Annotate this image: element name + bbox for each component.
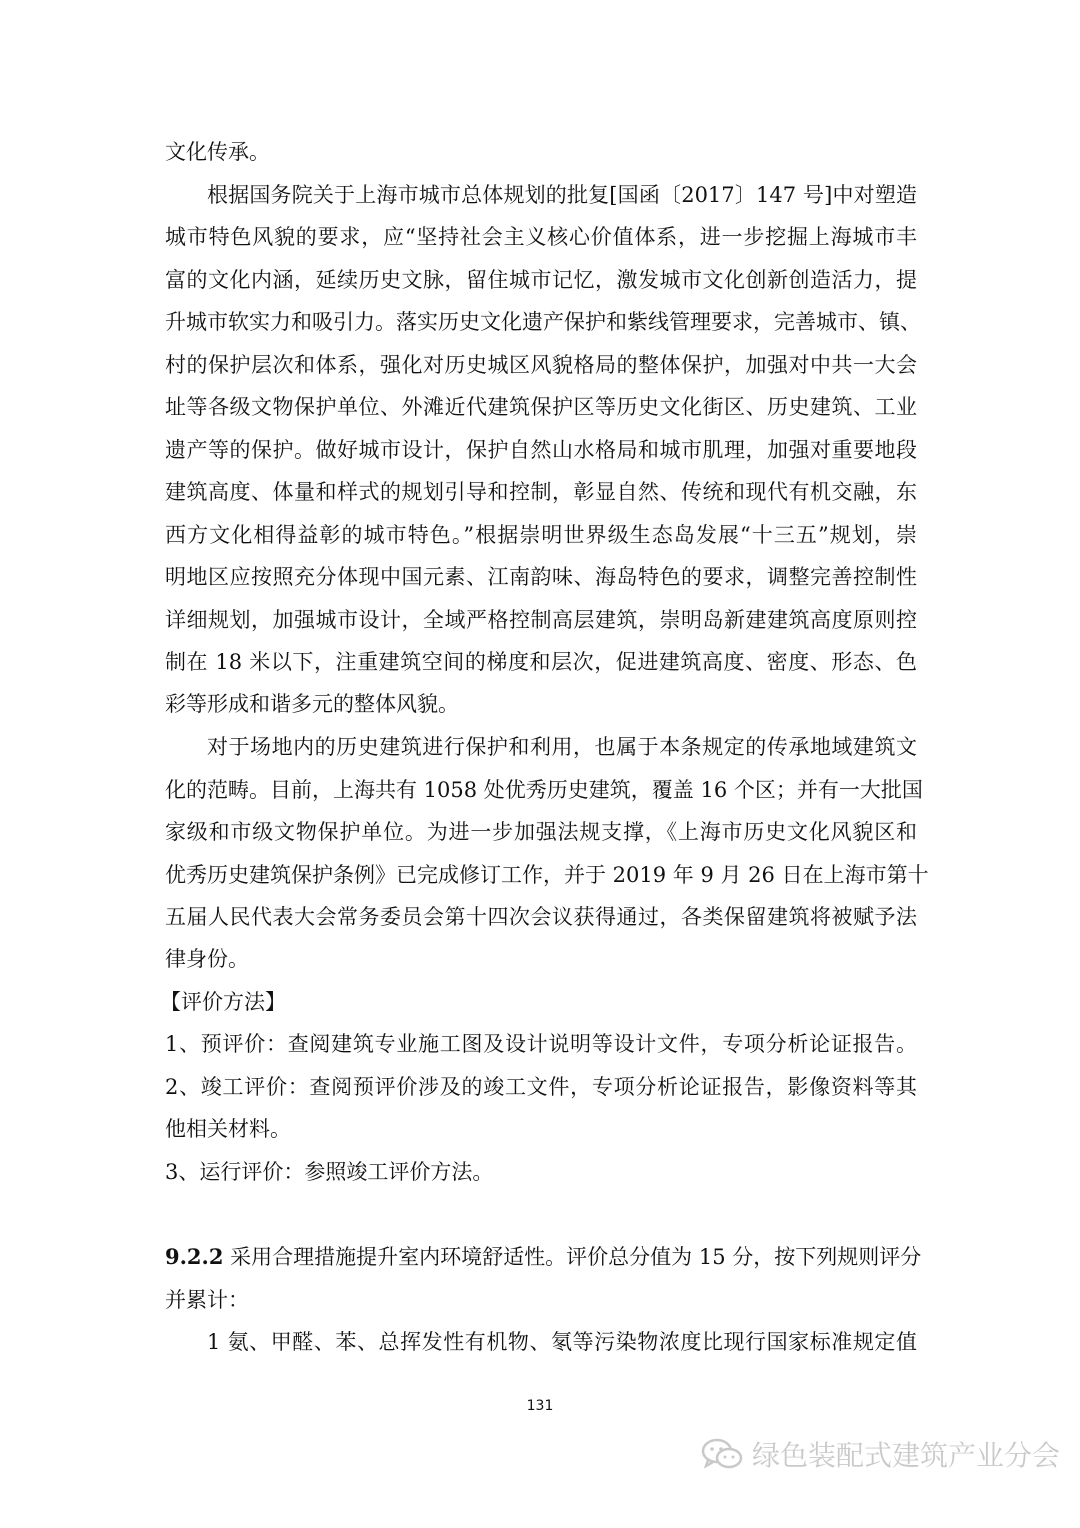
text-line: 对于场地内的历史建筑进行保护和利用，也属于本条规定的传承地域建筑文	[207, 735, 917, 759]
text-line: 根据国务院关于上海市城市总体规划的批复[国函〔2017〕147 号]中对塑造	[207, 183, 917, 207]
text-line: 五届人民代表大会常务委员会第十四次会议获得通过，各类保留建筑将被赋予法	[165, 905, 917, 929]
text-line: 彩等形成和谐多元的整体风貌。	[165, 692, 459, 716]
text-line: 化的范畴。目前，上海共有 1058 处优秀历史建筑，覆盖 16 个区；并有一大批国	[165, 778, 923, 802]
text-line: 西方文化相得益彰的城市特色。”根据崇明世界级生态岛发展“十三五”规划，崇	[165, 523, 917, 547]
wechat-icon	[700, 1436, 744, 1472]
watermark	[700, 1432, 1060, 1476]
clause-line	[165, 1242, 922, 1272]
text-line: 建筑高度、体量和样式的规划引导和控制，彰显自然、传统和现代有机交融，东	[165, 480, 917, 504]
text-line: 明地区应按照充分体现中国元素、江南韵味、海岛特色的要求，调整完善控制性	[165, 565, 917, 589]
text-line: 他相关材料。	[165, 1117, 291, 1141]
clause-text: 采用合理措施提升室内环境舒适性。评价总分值为 15 分，按下列规则评分	[230, 1245, 922, 1269]
text-line: 详细规划，加强城市设计，全域严格控制高层建筑，崇明岛新建建筑高度原则控	[165, 608, 917, 632]
clause-number: 9.2.2	[165, 1244, 224, 1269]
text-line: 家级和市级文物保护单位。为进一步加强法规支撑，《上海市历史文化风貌区和	[165, 820, 917, 844]
text-line: 律身份。	[165, 947, 249, 971]
text-line: 制在 18 米以下，注重建筑空间的梯度和层次，促进建筑高度、密度、形态、色	[165, 650, 917, 674]
text-line: 富的文化内涵，延续历史文脉，留住城市记忆，激发城市文化创新创造活力，提	[165, 268, 917, 292]
text-line: 2、竣工评价：查阅预评价涉及的竣工文件，专项分析论证报告，影像资料等其	[165, 1075, 917, 1099]
text-line: 1、预评价：查阅建筑专业施工图及设计说明等设计文件，专项分析论证报告。	[165, 1032, 917, 1056]
text-line: 1 氨、甲醛、苯、总挥发性有机物、氡等污染物浓度比现行国家标准规定值	[207, 1330, 917, 1354]
text-line: 升城市软实力和吸引力。落实历史文化遗产保护和紫线管理要求，完善城市、镇、	[165, 310, 921, 334]
text-line: 文化传承。	[165, 140, 270, 164]
text-line: 并累计：	[165, 1288, 249, 1312]
text-line: 3、运行评价：参照竣工评价方法。	[165, 1160, 494, 1184]
section-heading: 【评价方法】	[160, 990, 286, 1014]
page-number: 131	[526, 1398, 554, 1414]
text-line: 遗产等的保护。做好城市设计，保护自然山水格局和城市肌理，加强对重要地段	[165, 438, 917, 462]
text-line: 村的保护层次和体系，强化对历史城区风貌格局的整体保护，加强对中共一大会	[165, 353, 917, 377]
text-line: 优秀历史建筑保护条例》已完成修订工作，并于 2019 年 9 月 26 日在上海市第十	[165, 863, 929, 887]
text-line: 址等各级文物保护单位、外滩近代建筑保护区等历史文化街区、历史建筑、工业	[165, 395, 917, 419]
text-line: 城市特色风貌的要求，应“坚持社会主义核心价值体系，进一步挖掘上海城市丰	[165, 225, 917, 249]
watermark-text: 绿色装配式建筑产业分会	[752, 1439, 1061, 1472]
